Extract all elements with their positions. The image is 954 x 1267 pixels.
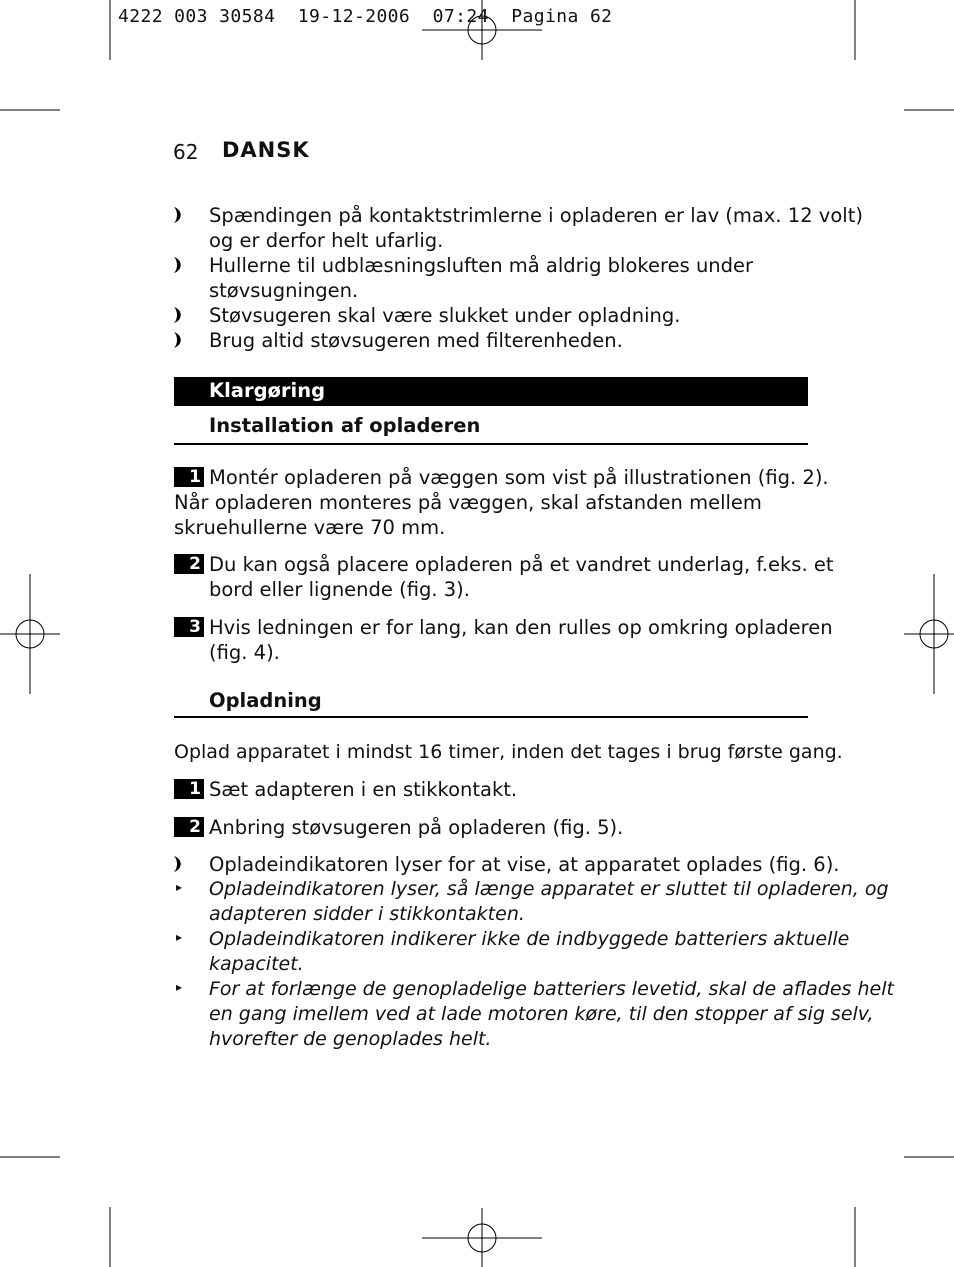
bullet-icon [174, 207, 184, 223]
step-text: bord eller lignende (fig. 3). [209, 578, 470, 601]
section-title-bar [174, 377, 808, 406]
subheading-installation: Installation af opladeren [209, 414, 481, 437]
step-text: (fig. 4). [209, 641, 280, 664]
note-text: adapteren sidder i stikkontakten. [209, 903, 525, 925]
sub-bullet-icon: ▸ [176, 930, 183, 944]
bullet-text: Opladeindikatoren lyser for at vise, at apparatet oplades (fig. 6). [209, 853, 840, 876]
bullet-text: Spændingen på kontaktstrimlerne i opladeren er lav (max. 12 volt) [209, 204, 863, 227]
divider [174, 716, 808, 718]
step-text: Sæt adapteren i en stikkontakt. [209, 778, 518, 801]
note-text: kapacitet. [209, 953, 304, 975]
sub-bullet-icon: ▸ [176, 980, 183, 994]
bullet-text: Hullerne til udblæsningsluften må aldrig blokeres under [209, 254, 754, 277]
bullet-icon [174, 856, 184, 872]
note-text: en gang imellem ved at lade motoren køre, til den stopper af sig selv, [209, 1003, 874, 1025]
section-title: Klargøring [209, 379, 326, 402]
step-text: Montér opladeren på væggen som vist på illustrationen (fig. 2). [209, 466, 829, 489]
charging-intro: Oplad apparatet i mindst 16 timer, inden det tages i brug første gang. [174, 741, 843, 763]
bullet-text: Brug altid støvsugeren med filterenheden. [209, 329, 623, 352]
bullet-icon [174, 332, 184, 348]
divider [174, 443, 808, 445]
step-number: 1 [174, 779, 204, 799]
note-text: hvorefter de genoplades helt. [209, 1028, 492, 1050]
step-number: 3 [174, 617, 204, 637]
bullet-text: og er derfor helt ufarlig. [209, 229, 444, 252]
step-number: 1 [174, 467, 204, 487]
bullet-icon [174, 307, 184, 323]
page-number: 62 [173, 140, 199, 164]
step-text: Du kan også placere opladeren på et vandret underlag, f.eks. et [209, 553, 834, 576]
print-slug: 4222 003 30584 19-12-2006 07:24 Pagina 62 [118, 6, 613, 27]
note-text: Opladeindikatoren lyser, så længe apparatet er sluttet til opladeren, og [209, 878, 889, 900]
note-text: For at forlænge de genopladelige batteriers levetid, skal de aflades helt [209, 978, 894, 1000]
step-number: 2 [174, 554, 204, 574]
step-note: Når opladeren monteres på væggen, skal afstanden mellem [174, 491, 762, 514]
language-header: DANSK [222, 138, 310, 162]
step-note: skruehullerne være 70 mm. [174, 516, 446, 539]
step-number: 2 [174, 817, 204, 837]
step-text: Hvis ledningen er for lang, kan den rulles op omkring opladeren [209, 616, 833, 639]
step-text: Anbring støvsugeren på opladeren (fig. 5). [209, 816, 624, 839]
bullet-text: Støvsugeren skal være slukket under opladning. [209, 304, 681, 327]
bullet-text: støvsugningen. [209, 279, 359, 302]
sub-bullet-icon: ▸ [176, 880, 183, 894]
note-text: Opladeindikatoren indikerer ikke de indbyggede batteriers aktuelle [209, 928, 850, 950]
bullet-icon [174, 257, 184, 273]
subheading-charging: Opladning [209, 689, 322, 712]
